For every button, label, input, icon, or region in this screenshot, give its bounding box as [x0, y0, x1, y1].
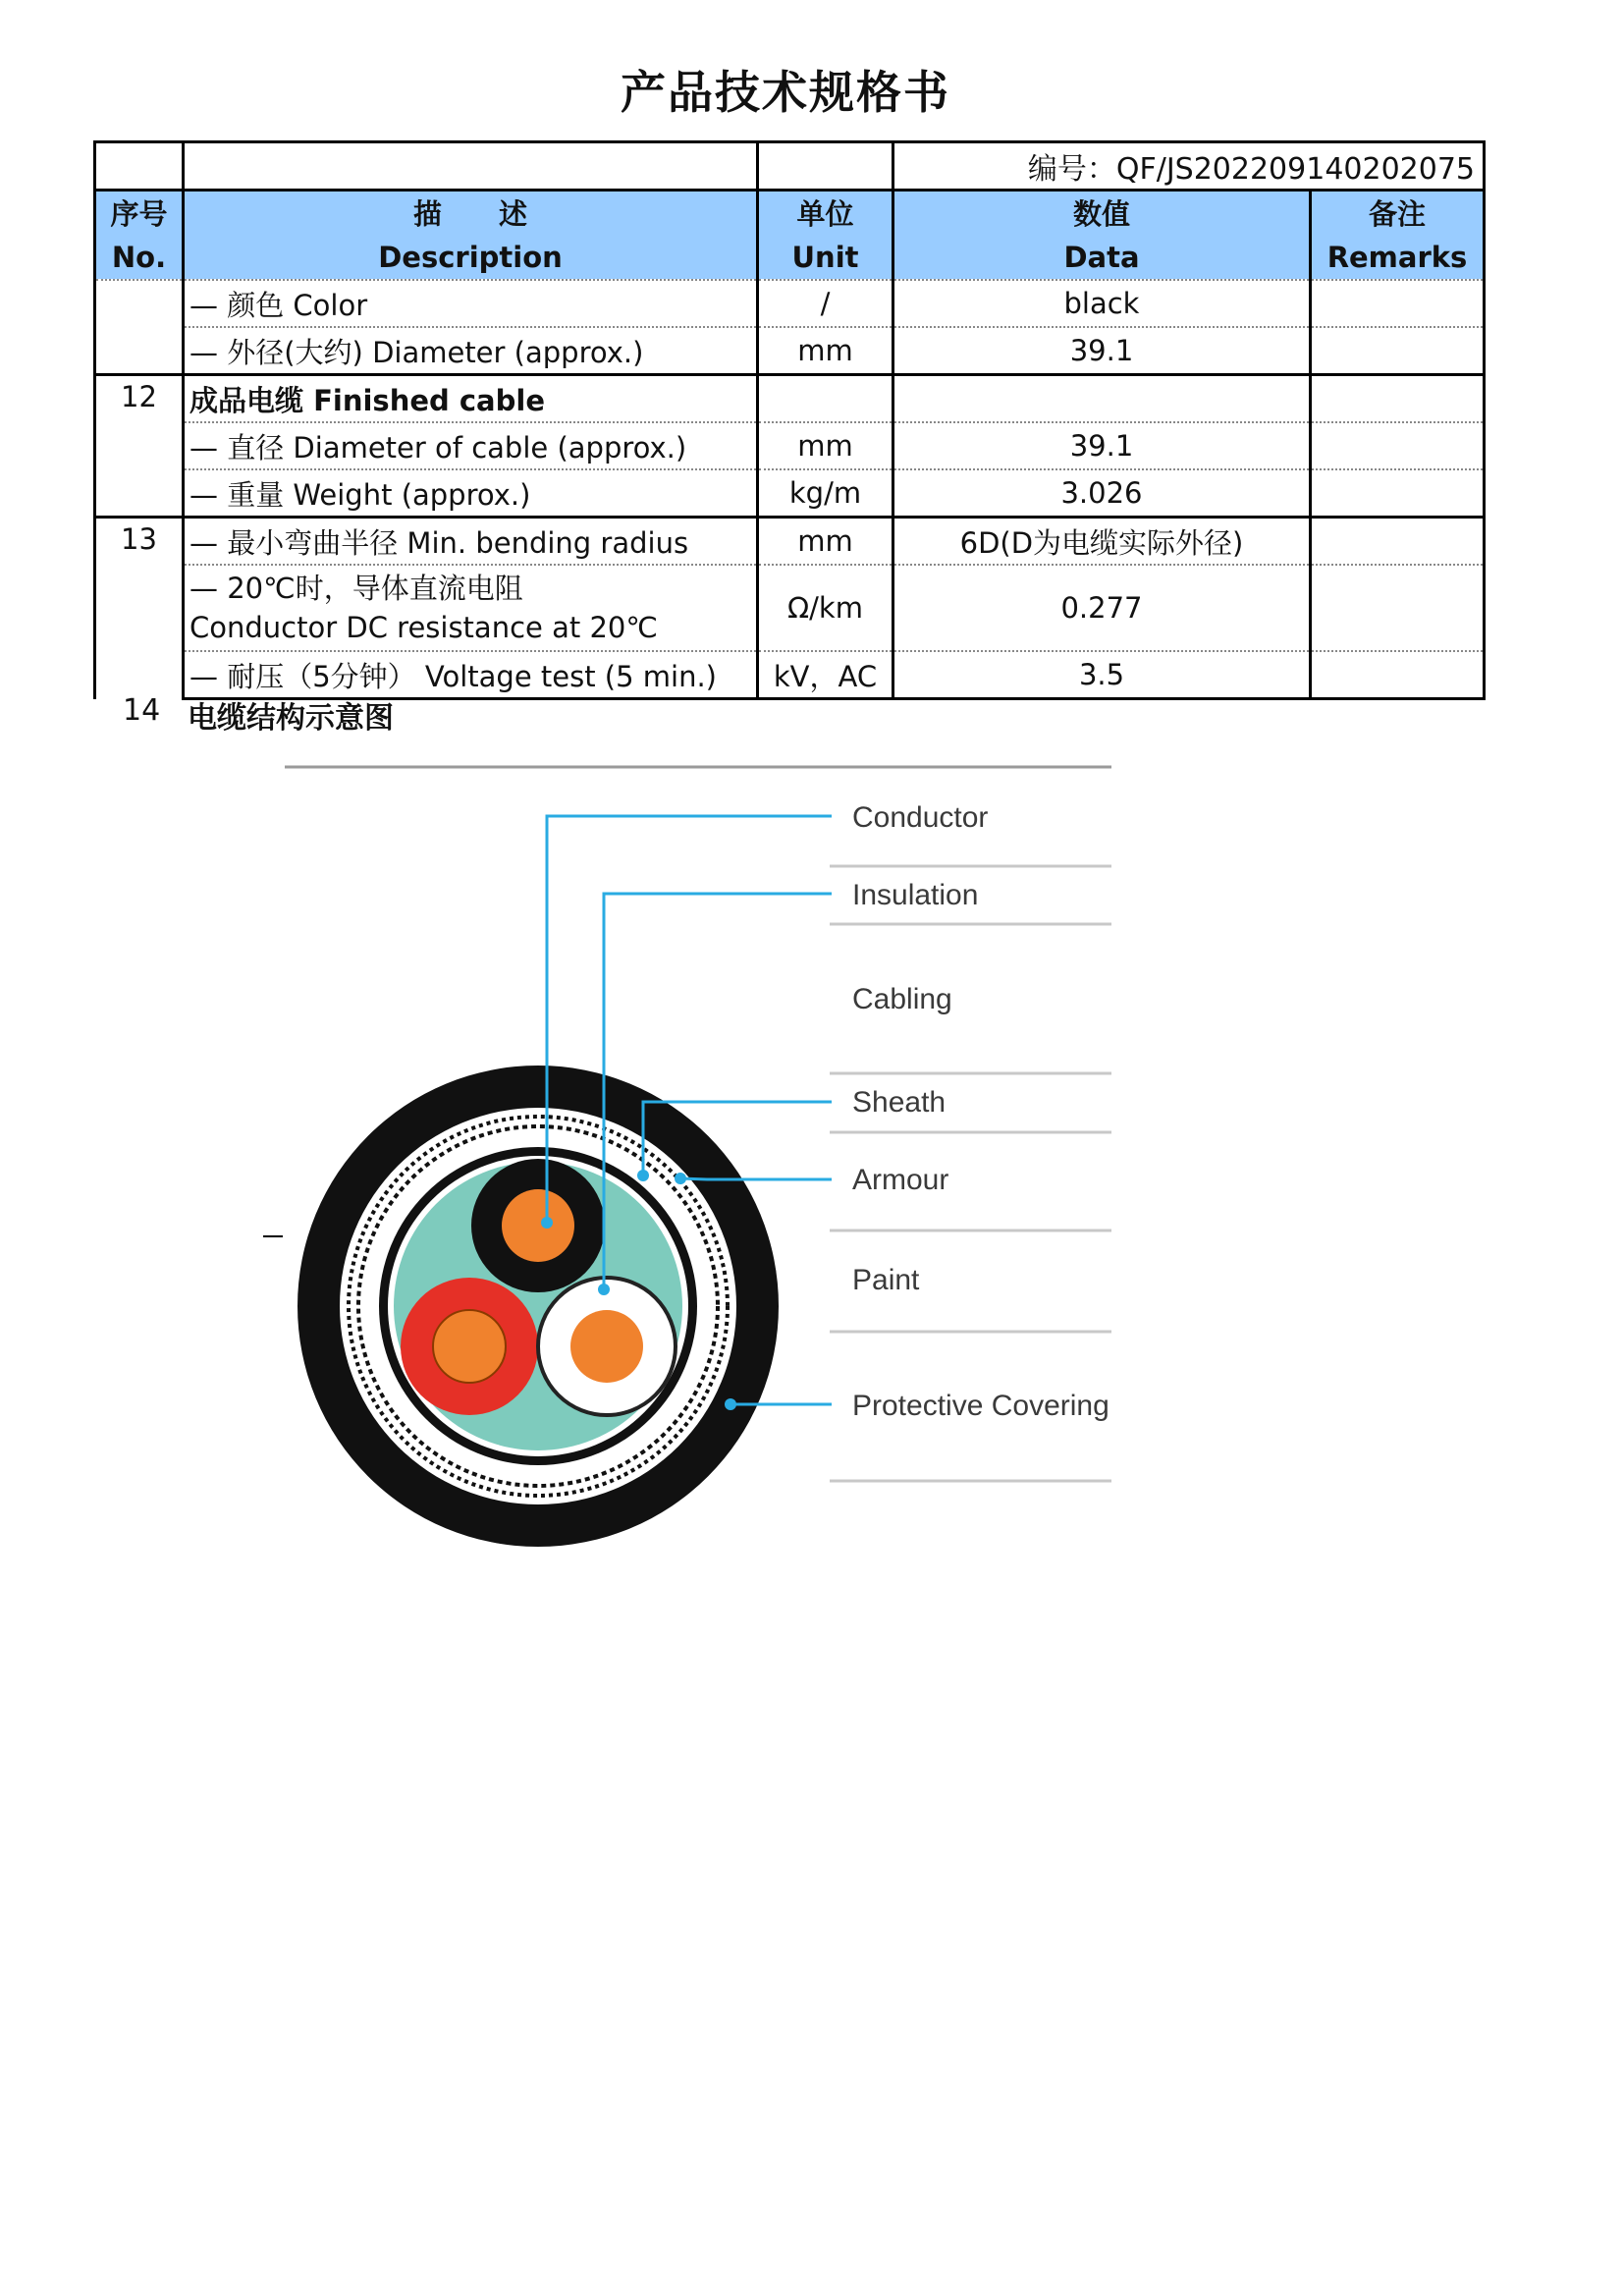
table-row: 13 — 最小弯曲半径 Min. bending radius mm 6D(D为电缆实际外径)	[95, 518, 1485, 566]
label-insulation: Insulation	[852, 879, 979, 911]
table-row: — 直径 Diameter of cable (approx.) mm 39.1	[95, 422, 1485, 469]
header-remarks: 备注 Remarks	[1311, 191, 1485, 281]
core-conductor	[433, 1310, 506, 1383]
table-row: — 外径(大约) Diameter (approx.) mm 39.1	[95, 327, 1485, 375]
label-sheath: Sheath	[852, 1086, 947, 1119]
table-row: 12 成品电缆 Finished cable	[95, 375, 1485, 423]
table-row: — 耐压（5分钟） Voltage test (5 min.) kV，AC 3.5	[95, 651, 1485, 699]
label-armour: Armour	[852, 1164, 949, 1196]
core-conductor	[502, 1189, 574, 1262]
page-title: 产品技术规格书	[621, 66, 950, 119]
section-title: 电缆结构示意图	[188, 701, 394, 736]
section-number: 14	[123, 693, 161, 728]
header-unit: 单位 Unit	[758, 191, 893, 281]
doc-code: 编号：QF/JS202209140202075	[893, 142, 1485, 191]
cable-cross-section	[298, 1066, 779, 1547]
table-row: — 颜色 Color / black	[95, 280, 1485, 327]
header-description: 描 述 Description	[184, 191, 758, 281]
label-paint: Paint	[852, 1264, 920, 1296]
header-no: 序号 No.	[95, 191, 184, 281]
label-conductor: Conductor	[852, 801, 989, 834]
label-cabling: Cabling	[852, 983, 952, 1015]
table-row: — 20℃时，导体直流电阻 Conductor DC resistance at 20℃ Ω/km 0.277	[95, 565, 1485, 651]
core-conductor	[570, 1310, 643, 1383]
header-data: 数值 Data	[893, 191, 1311, 281]
table-row: — 重量 Weight (approx.) kg/m 3.026	[95, 469, 1485, 518]
label-protective-covering: Protective Covering	[852, 1390, 1109, 1422]
